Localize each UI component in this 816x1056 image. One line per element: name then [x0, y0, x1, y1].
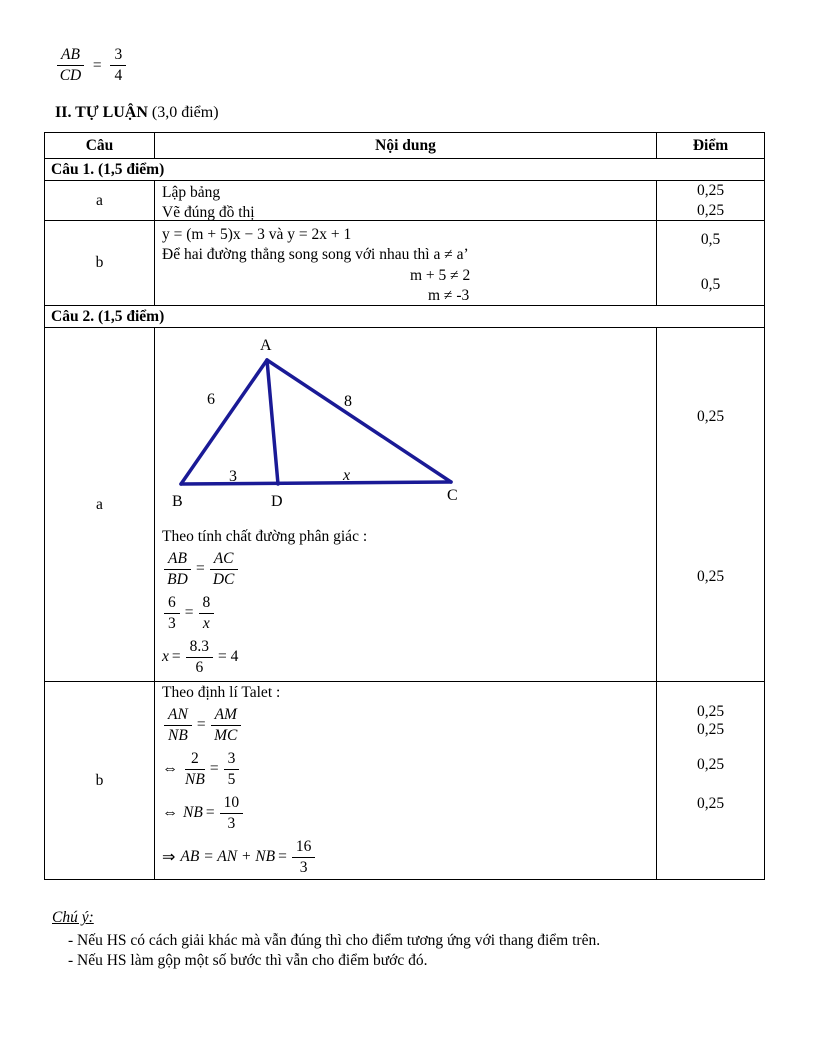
row-2a-eq1 — [155, 547, 656, 591]
equals-sign: = — [205, 804, 215, 821]
row-2a-label: a — [45, 328, 155, 681]
fraction — [185, 750, 205, 789]
numerator: 10 — [220, 794, 244, 814]
row-2b-eq4 — [155, 835, 656, 879]
row-2b-intro: Theo định lí Talet : — [162, 684, 281, 701]
fraction-denominator: CD — [59, 67, 82, 84]
row-1b-line2: Để hai đường thẳng song song với nhau thì a ≠ a’ — [162, 246, 469, 263]
row-1a-line2: Vẽ đúng đồ thị — [162, 204, 255, 221]
row-2b-points — [657, 682, 764, 879]
equals-sign: = — [92, 56, 102, 74]
row-2a-intro: Theo tính chất đường phân giác : — [162, 528, 368, 545]
side-ab-length: 6 — [207, 391, 215, 408]
denominator: DC — [212, 570, 235, 588]
result: = 4 — [218, 648, 239, 665]
fraction-left — [57, 46, 84, 85]
fraction — [199, 594, 215, 633]
row-1b-points — [657, 221, 764, 305]
note-item: - Nếu HS có cách giải khác mà vẫn đúng thì cho điểm tương ứng với thang điểm trên. — [68, 932, 601, 949]
answer-table — [44, 132, 765, 880]
section-heading-normal: (3,0 điểm) — [147, 104, 219, 121]
row-2b-eq2 — [155, 747, 656, 791]
equals-sign: = — [184, 604, 194, 621]
notes-section — [52, 908, 600, 971]
fraction — [164, 550, 191, 589]
equals-sign: = — [171, 648, 181, 665]
table-header-row — [45, 133, 764, 159]
fraction — [186, 638, 213, 677]
denominator: 3 — [227, 814, 236, 832]
row-1a-points — [657, 181, 764, 220]
row-2b — [45, 682, 764, 879]
triangle-lines — [181, 360, 451, 484]
lhs: AB = AN + NB — [180, 848, 276, 865]
row-2a-eq3 — [155, 635, 656, 679]
row-1b-line1: y = (m + 5)x − 3 và y = 2x + 1 — [162, 226, 352, 243]
point-value: 0,5 — [700, 276, 721, 293]
section-heading-bold: II. TỰ LUẬN — [55, 104, 148, 121]
implies-arrow: ⇒ — [162, 849, 176, 866]
header-cau: Câu — [45, 133, 155, 158]
row-2a-content — [155, 328, 657, 681]
fraction-numerator: 3 — [110, 46, 126, 66]
fraction — [164, 594, 180, 633]
segment-bd-length: 3 — [229, 468, 237, 485]
numerator: AM — [211, 706, 241, 726]
header-diem: Điểm — [692, 136, 729, 154]
point-value: 0,25 — [696, 721, 725, 738]
row-1a — [45, 181, 764, 221]
point-value: 0,25 — [696, 202, 725, 219]
fraction — [220, 794, 244, 833]
numerator: AN — [164, 706, 192, 726]
denominator: MC — [214, 726, 238, 744]
vertex-label-a: A — [260, 337, 272, 354]
segment-dc-length: x — [343, 467, 351, 484]
lhs: NB — [183, 804, 203, 821]
fraction-right — [110, 46, 126, 85]
equals-sign: = — [195, 560, 205, 577]
point-value: 0,5 — [700, 231, 721, 248]
fraction — [164, 706, 192, 745]
denominator: x — [202, 614, 210, 632]
row-1b-label: b — [45, 221, 155, 305]
vertex-label-b: B — [172, 493, 183, 510]
denominator: BD — [167, 570, 188, 588]
fraction — [210, 550, 238, 589]
denominator: 3 — [168, 614, 176, 632]
header-noi-dung: Nội dung — [155, 133, 657, 158]
fraction — [224, 750, 240, 789]
point-value: 0,25 — [696, 703, 725, 720]
numerator: 6 — [164, 594, 180, 614]
fraction — [211, 706, 241, 745]
denominator: 5 — [227, 770, 236, 788]
fraction — [292, 838, 316, 877]
equals-sign: = — [196, 716, 206, 733]
fraction-ab-cd — [55, 46, 128, 85]
row-2a-points — [657, 328, 764, 681]
row-1b-line3: m + 5 ≠ 2 — [410, 267, 471, 284]
fraction-numerator: AB — [57, 46, 84, 66]
point-value: 0,25 — [696, 756, 725, 773]
vertex-label-c: C — [447, 487, 458, 504]
equivalence-arrow: ⇔ — [162, 804, 178, 821]
cau2-title: Câu 2. (1,5 điểm) — [51, 307, 165, 325]
row-2a — [45, 328, 764, 682]
row-1b-content — [155, 221, 657, 305]
row-2b-eq3 — [155, 791, 656, 835]
numerator: AC — [210, 550, 238, 570]
equals-sign: = — [209, 760, 219, 777]
point-value: 0,25 — [696, 568, 725, 585]
fraction-denominator: 4 — [114, 67, 123, 84]
numerator: 16 — [292, 838, 316, 858]
numerator: AB — [164, 550, 191, 570]
point-value: 0,25 — [696, 182, 725, 199]
denominator: 3 — [299, 858, 308, 876]
vertex-label-d: D — [271, 493, 283, 510]
cau1-title-row — [45, 159, 764, 181]
numerator: 8 — [199, 594, 215, 614]
row-2b-content — [155, 682, 657, 879]
denominator: NB — [185, 770, 205, 788]
denominator: NB — [168, 726, 188, 744]
lhs: x — [162, 648, 169, 665]
equals-sign: = — [278, 848, 287, 865]
point-value: 0,25 — [696, 408, 725, 425]
point-value: 0,25 — [696, 795, 725, 812]
cau2-title-row — [45, 306, 764, 328]
equivalence-arrow: ⇔ — [162, 760, 178, 777]
note-item: - Nếu HS làm gộp một số bước thì vẫn cho điểm bước đó. — [68, 952, 428, 969]
numerator: 3 — [224, 750, 240, 770]
row-2a-eq2 — [155, 591, 656, 635]
cau1-title: Câu 1. (1,5 điểm) — [51, 160, 165, 178]
notes-title: Chú ý: — [52, 909, 94, 926]
row-2b-eq1 — [155, 703, 656, 747]
row-1a-line1: Lập bảng — [162, 184, 221, 201]
row-1a-content — [155, 181, 657, 220]
numerator: 8.3 — [186, 638, 213, 658]
triangle-figure — [160, 336, 470, 526]
row-2b-label: b — [45, 682, 155, 879]
side-ac-length: 8 — [344, 393, 352, 410]
denominator: 6 — [195, 658, 204, 676]
numerator: 2 — [185, 750, 205, 770]
row-1a-label: a — [45, 181, 155, 220]
row-1b-line4: m ≠ -3 — [428, 287, 470, 304]
section-heading — [55, 104, 219, 122]
row-1b — [45, 221, 764, 306]
